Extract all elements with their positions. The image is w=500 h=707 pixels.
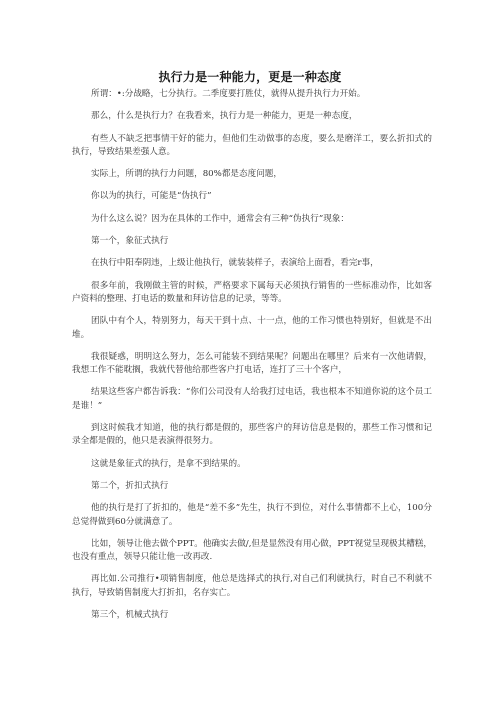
section-heading: 第二个，折扣式执行 <box>91 480 169 491</box>
paragraph: 实际上，所谓的执行力问题，80%都是态度问题， <box>91 169 282 180</box>
document-body <box>72 88 432 631</box>
paragraph: 我很疑惑，明明这么努力，怎么可能装不到结果呢？问题出在哪里？后来有一次他请假，我想工作不能耽搁，我就代替他给那些客户打电话，连打了三十个客户， <box>72 351 432 376</box>
paragraph: 结果这些客户都告诉我：“你们公司没有人给我打过电话，我也根本不知道你说的这个员工是谁！” <box>72 387 432 411</box>
section-heading: 第三个，机械式执行 <box>91 610 169 621</box>
paragraph: 比如，领导让他去做个PPT。他确实去做/,但是显然没有用心做，PPT视觉呈现极其槽糕，也没有重点，领导只能让他一改再改. <box>72 538 433 563</box>
paragraph: 所谓：•:分战略，七分执行。二季度要打胜仗，就得从提升执行力开始。 <box>91 89 366 99</box>
document-title: 执行力是一种能力，更是一种态度 <box>158 70 342 84</box>
paragraph: 很多年前，我刚做主管的时候，严格要求下属每天必须执行销售的一些标准动作，比如客户资料的整理、打电话的数量和拜访信息的记录，等等。 <box>72 280 432 304</box>
paragraph: 在执行中阳奉阴违，上级让他执行，就装装样子，表演给上面看，看完r事， <box>91 258 379 269</box>
paragraph: 那么，什么是执行力？在我看来，执行力是一种能力，更是一种态度， <box>91 111 358 122</box>
paragraph: 团队中有个人，特别努力，每天干到十点、十一点，他的工作习惯也特别好，但就是不出堆。 <box>72 316 432 340</box>
paragraph: 有些人不缺乏把事情干好的能力，但他们生动做事的态度，要么是磨洋工，要么折扣式的执行，导致结果差强人意。 <box>72 133 432 157</box>
paragraph: 你以为的执行，可能是“伪执行” <box>91 191 212 202</box>
paragraph: 这就是象征式的执行，是拿不到结果的。 <box>91 458 246 469</box>
paragraph: 再比如.公司推行•项销售制度，他总是选择式的执行,对自己们利就执行，时自己不利就不执行，导致销售制度大打折扣，名存实亡。 <box>72 574 432 598</box>
paragraph: 为什么这么说？因为在具体的工作中，通常会有三种“伪执行”现象： <box>91 213 350 224</box>
paragraph: 他的执行是打了折扣的，他是“差不多”先生，执行不到位，对什么事情都不上心，100分总觉得做到60分就满意了。 <box>72 503 432 527</box>
paragraph: 到这时候我才知道，他的执行都是假的，那些客户的拜访信息是假的，那些工作习惯和记录全都是假的，他只是表演得很努力。 <box>72 423 432 447</box>
section-heading: 第一个，象征式执行 <box>91 236 169 247</box>
